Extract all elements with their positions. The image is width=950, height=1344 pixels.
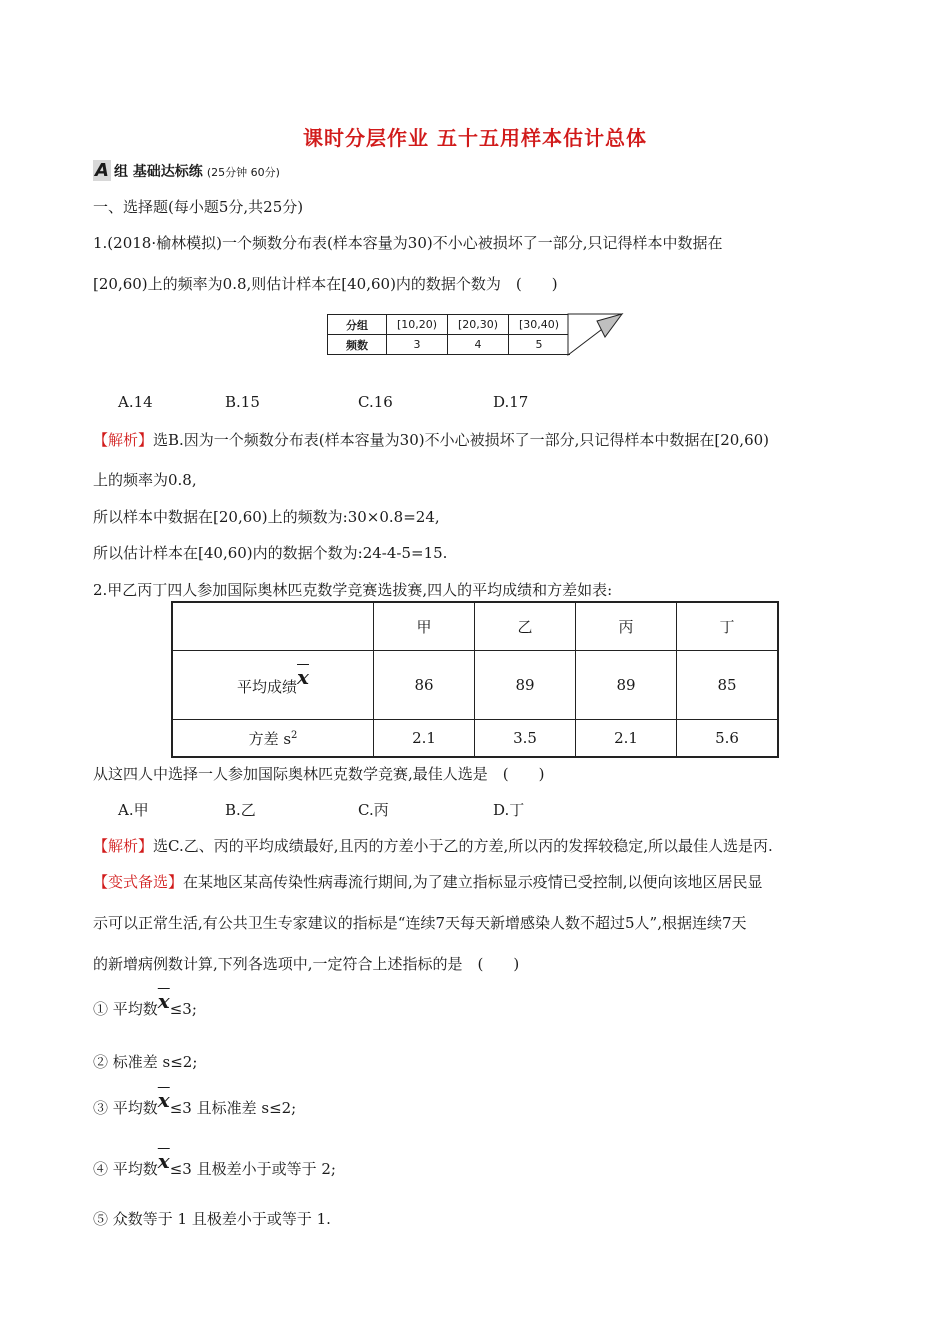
variant-line1 <box>93 871 763 892</box>
variance-cell: 3.5 <box>475 720 576 758</box>
page-title: 课时分层作业 五十五用样本估计总体 <box>303 126 647 150</box>
q1-analysis-line4: 所以估计样本在[40,60)内的数据个数为:24-4-5=15. <box>93 544 448 562</box>
q1-analysis-line3: 所以样本中数据在[20,60)上的频数为:30×0.8=24, <box>93 508 440 526</box>
q2-option-a: A.甲 <box>118 801 149 819</box>
variant-text: 在某地区某高传染性病毒流行期间,为了建立指标显示疫情已受控制,以便向该地区居民显 <box>183 873 763 891</box>
analysis-text: 选C.乙、丙的平均成绩最好,且丙的方差小于乙的方差,所以丙的发挥较稳定,所以最佳人选是丙. <box>153 837 773 855</box>
group-cell: [20,30) <box>448 315 509 335</box>
frequency-table-row-counts <box>328 335 570 355</box>
q1-analysis-line2: 上的频率为0.8, <box>93 471 197 489</box>
count-cell: 3 <box>387 335 448 355</box>
group-cell: [10,20) <box>387 315 448 335</box>
mean-cell: 85 <box>677 651 779 720</box>
variance-cell: 5.6 <box>677 720 779 758</box>
q2-question: 从这四人中选择一人参加国际奥林匹克数学竞赛,最佳人选是 ( ) <box>93 765 545 783</box>
analysis-text: 选B.因为一个频数分布表(样本容量为30)不小心被损坏了一部分,只记得样本中数据在[20,60) <box>153 431 770 449</box>
count-cell: 5 <box>509 335 570 355</box>
xbar-symbol: $\overline{x}$ <box>157 1149 170 1173</box>
xbar-symbol: $\overline{x}$ <box>297 665 309 689</box>
mean-cell: 89 <box>475 651 576 720</box>
variant-line2: 示可以正常生活,有公共卫生专家建议的指标是“连续7天每天新增感染人数不超过5人”,根据连续7天 <box>93 914 747 932</box>
score-table-mean-row <box>172 651 778 720</box>
group-badge: A <box>95 160 109 181</box>
variant-item-3 <box>93 1088 297 1118</box>
score-table <box>171 601 779 758</box>
group-header <box>93 160 280 181</box>
analysis-tag: 【解析】 <box>93 431 154 449</box>
group-cell: [30,40) <box>509 315 570 335</box>
variance-cell: 2.1 <box>576 720 677 758</box>
variant-tag: 【变式备选】 <box>93 873 184 891</box>
group-label: 组 基础达标练 <box>113 164 203 180</box>
person-header: 乙 <box>475 602 576 651</box>
item-text: ④ 平均数 <box>93 1160 158 1178</box>
xbar-symbol: $\overline{x}$ <box>157 989 170 1013</box>
variant-item-5 <box>93 1208 331 1229</box>
person-header: 甲 <box>374 602 475 651</box>
variance-label-cell <box>172 720 374 758</box>
q1-stem-line2: [20,60)上的频率为0.8,则估计样本在[40,60)内的数据个数为 ( ) <box>93 275 558 293</box>
q2-stem: 2.甲乙丙丁四人参加国际奥林匹克数学竞赛选拔赛,四人的平均成绩和方差如表: <box>93 581 613 599</box>
row-header-group: 分组 <box>328 315 387 335</box>
q2-option-b: B.乙 <box>225 801 256 819</box>
mean-cell: 89 <box>576 651 677 720</box>
person-header: 丙 <box>576 602 677 651</box>
item-text: ② 标准差 s≤2; <box>93 1053 198 1071</box>
score-table-header-row <box>172 602 778 651</box>
item-text: ⑤ 众数等于 1 且极差小于或等于 1. <box>93 1210 331 1228</box>
variance-cell: 2.1 <box>374 720 475 758</box>
item-text: ≤3 且极差小于或等于 2; <box>169 1160 336 1178</box>
torn-paper-corner <box>567 313 625 357</box>
mean-cell: 86 <box>374 651 475 720</box>
q1-analysis-line1 <box>93 429 769 450</box>
group-time-score: (25分钟 60分) <box>206 166 280 179</box>
variant-item-2 <box>93 1051 197 1072</box>
analysis-tag: 【解析】 <box>93 837 154 855</box>
q1-option-b: B.15 <box>225 393 260 411</box>
person-header: 丁 <box>677 602 779 651</box>
item-text: ≤3 且标准差 s≤2; <box>169 1099 297 1117</box>
xbar-symbol: $\overline{x}$ <box>157 1088 170 1112</box>
item-text: ③ 平均数 <box>93 1099 158 1117</box>
mean-label-cell <box>172 651 374 720</box>
q1-stem-line1: 1.(2018·榆林模拟)一个频数分布表(样本容量为30)不小心被损坏了一部分,只记得样本中数据在 <box>93 234 723 252</box>
q2-option-c: C.丙 <box>358 801 389 819</box>
row-header-count: 频数 <box>328 335 387 355</box>
variance-label: 方差 s <box>248 729 292 748</box>
item-text: ≤3; <box>169 1000 197 1018</box>
q2-analysis <box>93 835 773 856</box>
count-cell: 4 <box>448 335 509 355</box>
variant-item-4 <box>93 1149 336 1179</box>
q1-option-d: D.17 <box>493 393 529 411</box>
q1-option-a: A.14 <box>118 393 153 411</box>
section-heading: 一、选择题(每小题5分,共25分) <box>93 198 304 216</box>
item-text: ① 平均数 <box>93 1000 158 1018</box>
q1-option-c: C.16 <box>358 393 393 411</box>
variant-line3: 的新增病例数计算,下列各选项中,一定符合上述指标的是 ( ) <box>93 955 520 973</box>
variance-exponent: 2 <box>291 729 298 741</box>
mean-label: 平均成绩 <box>237 678 298 696</box>
variant-item-1 <box>93 989 197 1019</box>
frequency-table <box>327 314 570 355</box>
frequency-table-row-groups <box>328 315 570 335</box>
score-table-variance-row <box>172 720 778 758</box>
q2-option-d: D.丁 <box>493 801 525 819</box>
